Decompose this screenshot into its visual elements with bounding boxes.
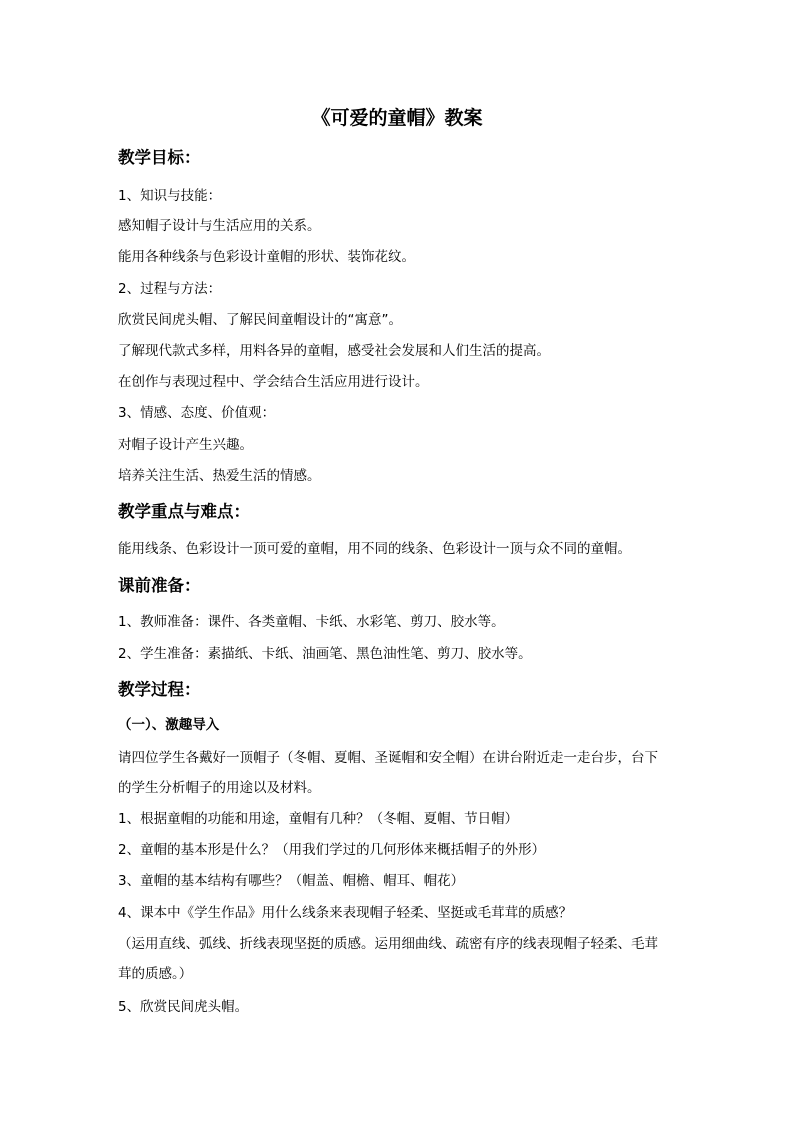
process-line-9: 5、欣赏民间虎头帽。 [118, 999, 249, 1015]
process-line-2: 的学生分析帽子的用途以及材料。 [118, 780, 321, 796]
objectives-line-9: 对帽子设计产生兴趣。 [118, 437, 253, 453]
objectives-line-2: 感知帽子设计与生活应用的关系。 [118, 218, 321, 234]
heading-preparation: 课前准备： [118, 576, 201, 595]
heading-process: 教学过程： [118, 680, 201, 699]
objectives-line-6: 了解现代款式多样，用料各异的童帽，感受社会发展和人们生活的提高。 [118, 343, 550, 359]
process-line-4: 2、童帽的基本形是什么？（用我们学过的几何形体来概括帽子的外形） [118, 842, 546, 858]
objectives-line-1: 1、知识与技能： [118, 188, 222, 204]
preparation-line-2: 2、学生准备：素描纸、卡纸、油画笔、黑色油性笔、剪刀、胶水等。 [118, 646, 532, 662]
objectives-line-3: 能用各种线条与色彩设计童帽的形状、装饰花纹。 [118, 249, 415, 265]
objectives-line-5: 欣赏民间虎头帽、了解民间童帽设计的“寓意”。 [118, 312, 402, 328]
preparation-line-1: 1、教师准备：课件、各类童帽、卡纸、水彩笔、剪刀、胶水等。 [118, 614, 505, 630]
objectives-line-7: 在创作与表现过程中、学会结合生活应用进行设计。 [118, 374, 429, 390]
process-line-1: 请四位学生各戴好一顶帽子（冬帽、夏帽、圣诞帽和安全帽）在讲台附近走一走台步，台下 [118, 750, 658, 766]
process-subheading: （一）、激趣导入 [118, 717, 220, 733]
key-points-line-1: 能用线条、色彩设计一顶可爱的童帽，用不同的线条、色彩设计一顶与众不同的童帽。 [118, 541, 631, 557]
process-line-7: （运用直线、弧线、折线表现坚挺的质感。运用细曲线、疏密有序的线表现帽子轻柔、毛茸 [118, 936, 658, 952]
objectives-line-4: 2、过程与方法： [118, 281, 222, 297]
heading-objectives: 教学目标： [118, 148, 201, 167]
document-title: 《可爱的童帽》教案 [311, 107, 483, 129]
process-line-3: 1、根据童帽的功能和用途，童帽有几种？（冬帽、夏帽、节日帽） [118, 811, 519, 827]
process-line-8: 茸的质感。） [118, 966, 193, 982]
objectives-line-8: 3、情感、态度、价值观： [118, 405, 276, 421]
objectives-line-10: 培养关注生活、热爱生活的情感。 [118, 468, 321, 484]
heading-key-points: 教学重点与难点： [118, 502, 250, 521]
process-line-6: 4、课本中《学生作品》用什么线条来表现帽子轻柔、坚挺或毛茸茸的质感？ [118, 905, 573, 921]
process-line-5: 3、童帽的基本结构有哪些？（帽盖、帽檐、帽耳、帽花） [118, 873, 465, 889]
